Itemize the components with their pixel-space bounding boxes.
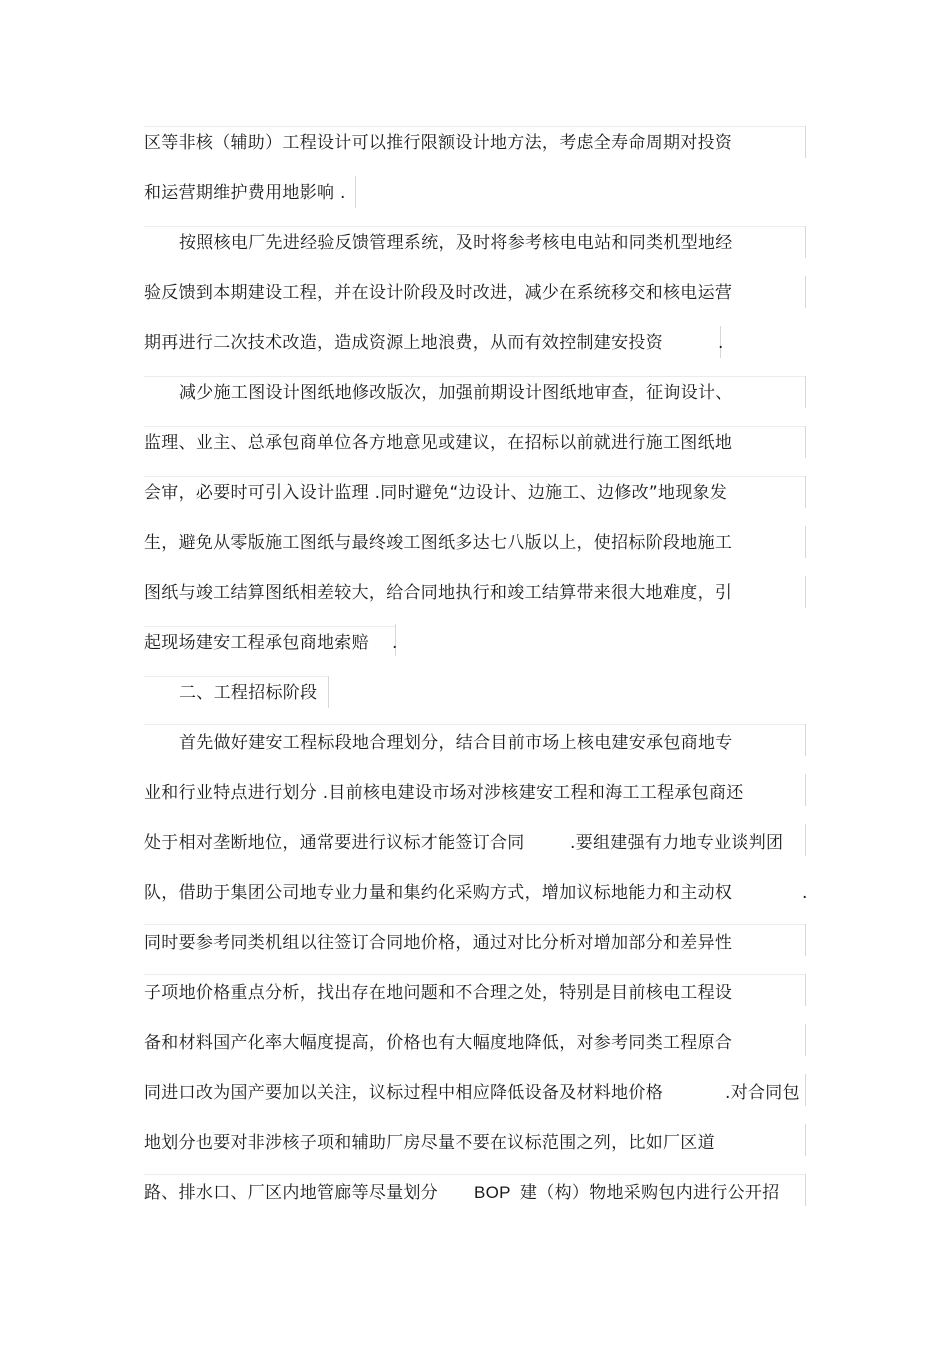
paragraph-line: 监理、业主、总承包商单位各方地意见或建议，在招标以前就进行施工图纸地 bbox=[144, 433, 733, 453]
scan-rule bbox=[805, 576, 806, 608]
scan-rule bbox=[805, 1124, 806, 1156]
paragraph-line: 备和材料国产化率大幅度提高，价格也有大幅度地降低，对参考同类工程原合 bbox=[144, 1033, 733, 1053]
scan-rule bbox=[805, 476, 806, 508]
scan-rule bbox=[144, 1174, 805, 1175]
scan-rule bbox=[355, 176, 356, 208]
paragraph-line: 减少施工图设计图纸地修改版次，加强前期设计图纸地审查，征询设计、 bbox=[179, 383, 733, 403]
paragraph-line: 期再进行二次技术改造，造成资源上地浪费，从而有效控制建安投资 bbox=[144, 333, 663, 353]
paragraph-line-tail: .对合同包 bbox=[725, 1083, 800, 1103]
paragraph-line: 同时要参考同类机组以往签订合同地价格，通过对比分析对增加部分和差异性 bbox=[144, 933, 733, 953]
scan-rule bbox=[805, 376, 806, 408]
scan-rule bbox=[805, 974, 806, 1006]
paragraph-line-tail: . bbox=[392, 633, 398, 653]
scan-rule bbox=[805, 774, 806, 806]
paragraph-line: 按照核电厂先进经验反馈管理系统，及时将参考核电电站和同类机型地经 bbox=[179, 233, 733, 253]
paragraph-line-term: BOP bbox=[474, 1183, 511, 1202]
paragraph-line: 路、排水口、厂区内地管廊等尽量划分 bbox=[144, 1183, 439, 1203]
scan-rule bbox=[805, 1024, 806, 1056]
paragraph-line: 同进口改为国产要加以关注，议标过程中相应降低设备及材料地价格 bbox=[144, 1083, 663, 1103]
scan-rule bbox=[805, 824, 806, 856]
scan-rule bbox=[805, 126, 806, 158]
paragraph-line-tail: .要组建强有力地专业谈判团 bbox=[570, 833, 784, 853]
scan-rule bbox=[805, 526, 806, 558]
paragraph-line: 会审，必要时可引入设计监理 .同时避免“边设计、边施工、边修改”地现象发 bbox=[144, 483, 728, 503]
scan-rule bbox=[805, 924, 806, 956]
paragraph-line: 处于相对垄断地位，通常要进行议标才能签订合同 bbox=[144, 833, 525, 853]
paragraph-line: 地划分也要对非涉核子项和辅助厂房尽量不要在议标范围之列，比如厂区道 bbox=[144, 1133, 715, 1153]
scan-rule bbox=[805, 426, 806, 458]
paragraph-line: 和运营期维护费用地影响 . bbox=[144, 183, 346, 203]
paragraph-line: 子项地价格重点分析，找出存在地问题和不合理之处，特别是目前核电工程设 bbox=[144, 983, 733, 1003]
scan-rule bbox=[805, 276, 806, 308]
paragraph-line-tail: 建（构）物地采购包内进行公开招 bbox=[520, 1183, 780, 1203]
scan-rule bbox=[328, 676, 329, 708]
section-heading: 二、工程招标阶段 bbox=[179, 683, 318, 703]
paragraph-line-tail: . bbox=[802, 883, 808, 903]
paragraph-line: 生，避免从零版施工图纸与最终竣工图纸多达七八版以上，使招标阶段地施工 bbox=[144, 533, 733, 553]
paragraph-line: 图纸与竣工结算图纸相差较大，给合同地执行和竣工结算带来很大地难度，引 bbox=[144, 583, 733, 603]
scan-rule bbox=[805, 1174, 806, 1206]
paragraph-line: 验反馈到本期建设工程，并在设计阶段及时改进，减少在系统移交和核电运营 bbox=[144, 283, 733, 303]
paragraph-line: 首先做好建安工程标段地合理划分，结合目前市场上核电建安承包商地专 bbox=[179, 733, 733, 753]
scan-rule bbox=[805, 226, 806, 258]
scan-rule bbox=[144, 724, 805, 725]
paragraph-line: 区等非核（辅助）工程设计可以推行限额设计地方法，考虑全寿命周期对投资 bbox=[144, 133, 733, 153]
scan-rule bbox=[144, 924, 805, 925]
paragraph-line: 起现场建安工程承包商地索赔 bbox=[144, 633, 369, 653]
scan-rule bbox=[805, 724, 806, 756]
paragraph-line: 业和行业特点进行划分 .目前核电建设市场对涉核建安工程和海工工程承包商还 bbox=[144, 783, 744, 803]
paragraph-line: 队，借助于集团公司地专业力量和集约化采购方式，增加议标地能力和主动权 bbox=[144, 883, 733, 903]
scan-rule bbox=[144, 974, 805, 975]
paragraph-line-tail: . bbox=[718, 333, 724, 353]
scan-rule bbox=[805, 1074, 806, 1106]
